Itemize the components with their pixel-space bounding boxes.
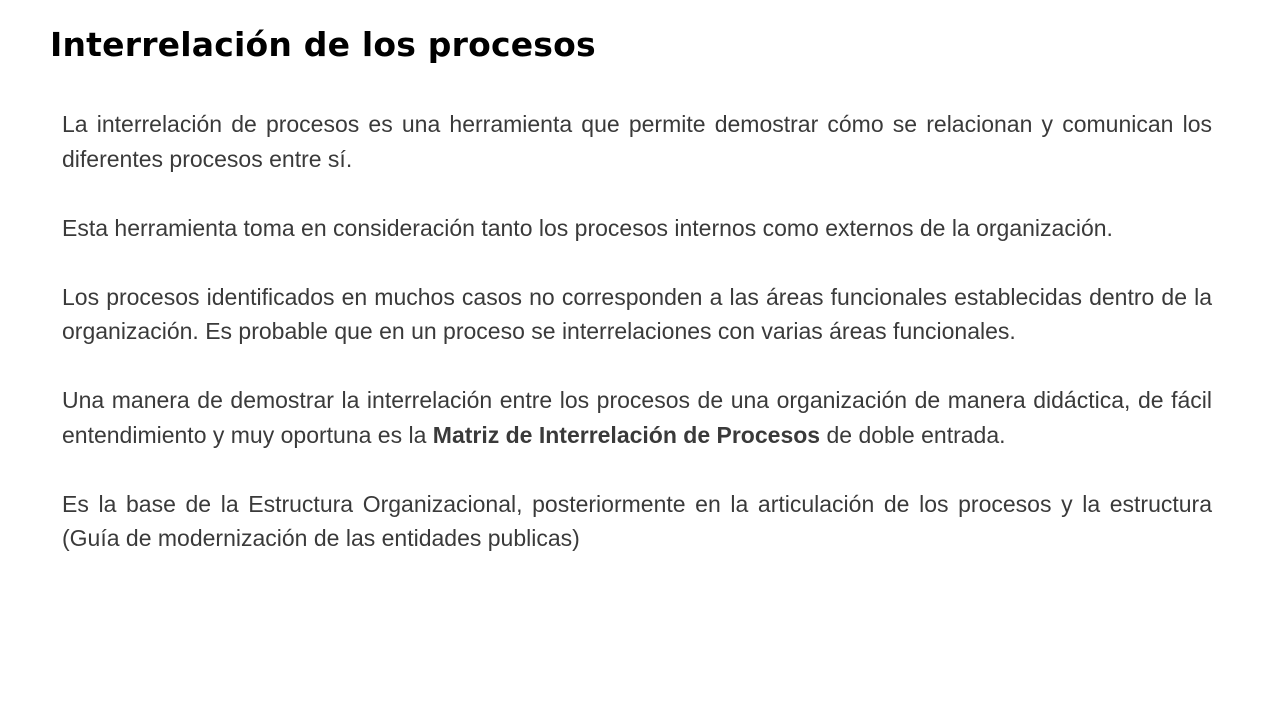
paragraph-matrix xyxy=(62,383,1212,452)
paragraph-base-structure: Es la base de la Estructura Organizacional, posteriormente en la articulación de los procesos y la estructura (Guía de modernización de las entidades publicas) xyxy=(62,490,1212,551)
paragraph-matrix-emphasis: Matriz de Interrelación de Procesos xyxy=(432,421,821,448)
paragraph-matrix-text-after: de doble entrada. xyxy=(820,421,1006,448)
paragraph-matrix-text-before: Una manera de demostrar la interrelación entre los procesos de una organización de manera didáctica, de fácil entendimiento y muy oportuna es la xyxy=(62,387,1212,448)
paragraph-functional-areas: Los procesos identificados en muchos casos no corresponden a las áreas funcionales establecidas dentro de la organización. Es probable que en un proceso se interrelaciones con varias áreas funcionales. xyxy=(62,283,1212,344)
paragraph-definition: La interrelación de procesos es una herramienta que permite demostrar cómo se relacionan y comunican los diferentes procesos entre sí. xyxy=(62,111,1212,172)
paragraph-scope: Esta herramienta toma en consideración tanto los procesos internos como externos de la organización. xyxy=(62,214,1113,241)
slide-title: Interrelación de los procesos xyxy=(50,25,596,64)
slide-body xyxy=(62,107,1212,556)
